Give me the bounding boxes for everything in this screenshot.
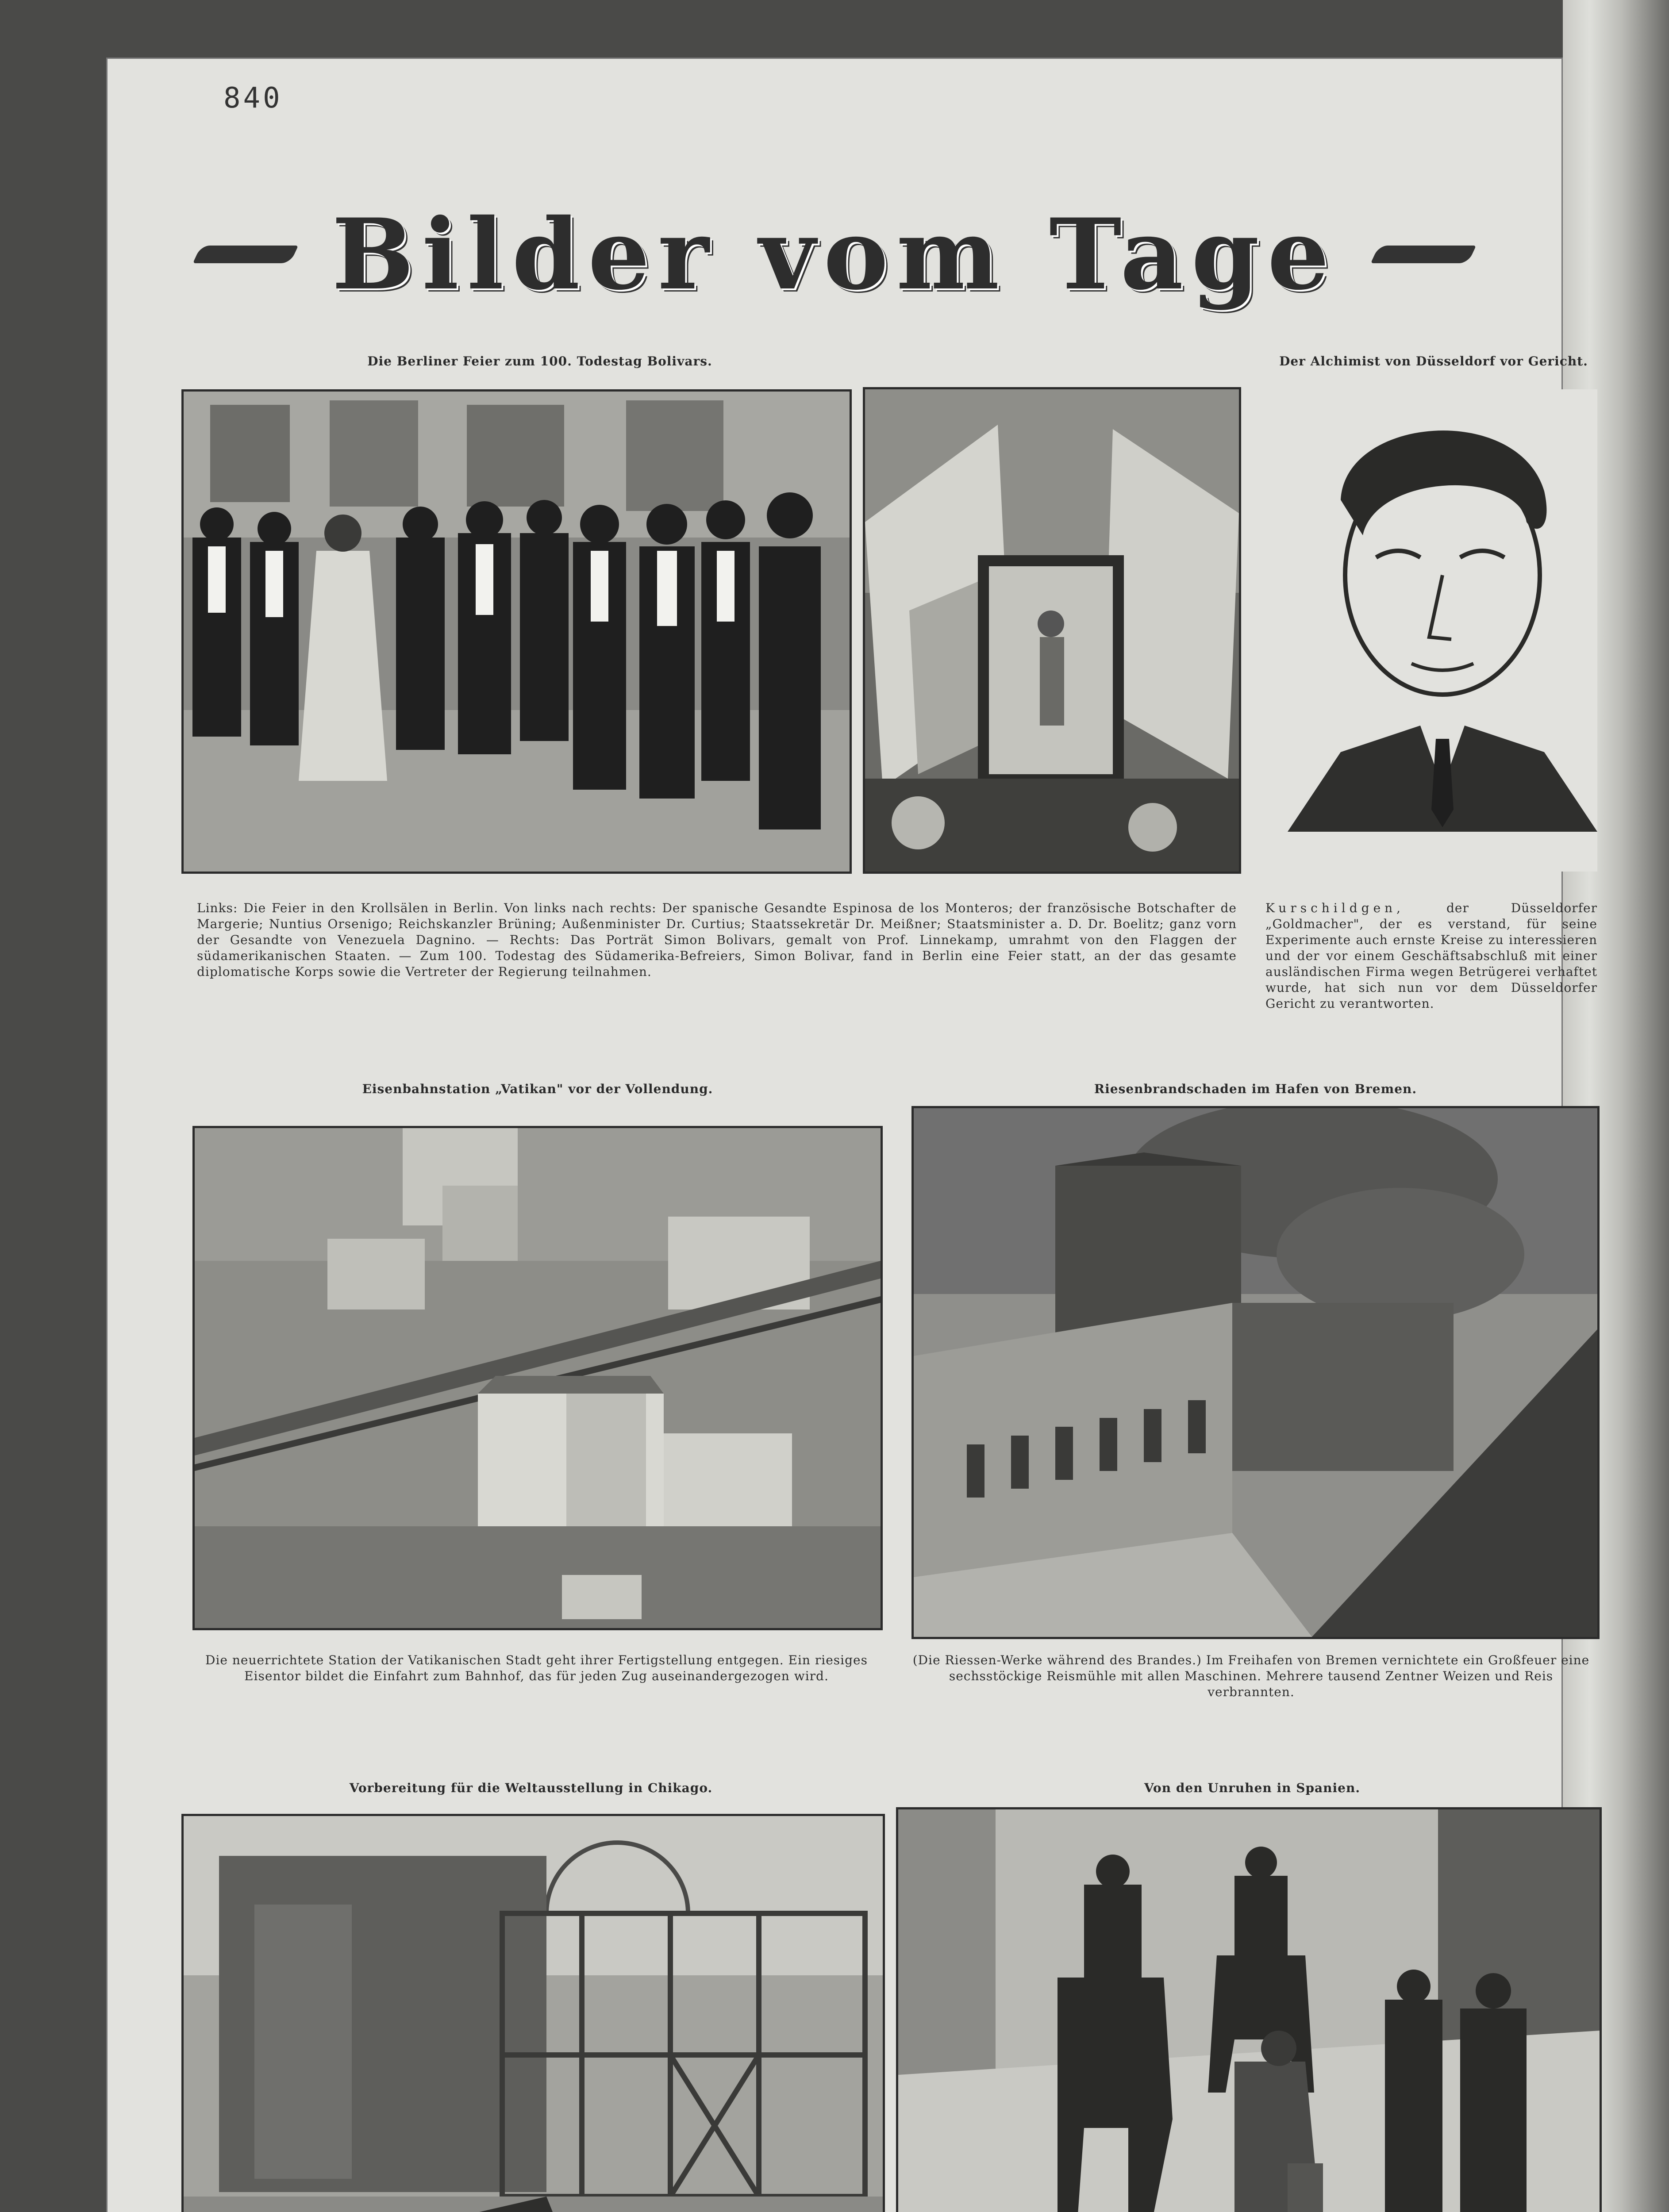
bolivar-heading: Die Berliner Feier zum 100. Todestag Bolivars. (367, 354, 712, 369)
alchimist-heading: Der Alchimist von Düsseldorf vor Gericht. (1279, 354, 1588, 369)
left-ornament (192, 246, 298, 263)
spanien-cavalry-photo (896, 1807, 1602, 2212)
bolivar-portrait-photo (863, 387, 1241, 874)
page-header (0, 197, 1669, 321)
bremen-caption: (Die Riessen-Werke während des Brandes.) Im Freihafen von Bremen vernichtete ein Großfeuer eine sechsstöckige Reismühle mit allen Maschinen. Mehrere tausend Zentner Weizen und Reis verbrannten. (912, 1653, 1590, 1699)
spanien-heading: Von den Unruhen in Spanien. (1144, 1781, 1361, 1795)
chikago-heading: Vorbereitung für die Weltausstellung in Chikago. (349, 1781, 713, 1795)
chikago-museum-photo (181, 1814, 885, 2212)
vatikan-caption: Die neuerrichtete Station der Vatikanischen Stadt geht ihrer Fertigstellung entgegen. Ein riesiges Eisentor bildet die Einfahrt zum Bahnhof, das für jeden Zug auseinandergezogen wird. (205, 1653, 868, 1683)
alchimist-caption (1265, 900, 1597, 1012)
alchimist-portrait-drawing (1288, 389, 1597, 872)
vatikan-station-photo (192, 1126, 883, 1630)
page-number: 840 (223, 82, 283, 115)
vatikan-heading: Eisenbahnstation „Vatikan" vor der Vollendung. (362, 1082, 713, 1096)
alchimist-caption-name: Kurschildgen, (1265, 901, 1405, 915)
alchimist-caption-text: der Düsseldorfer „Goldmacher", der es verstand, für seine Experimente auch ernste Kreise zu interessieren und der vor einem Geschäftsabschluß mit einer ausländischen Firma wegen Betrügerei verhaftet wurde, hat sich nun vor dem Düsseldorfer Gericht zu verantworten. (1265, 901, 1597, 1011)
right-ornament (1371, 246, 1477, 263)
bremen-fire-photo (911, 1106, 1600, 1639)
bolivar-ceremony-photo (181, 389, 852, 874)
bremen-heading: Riesenbrandschaden im Hafen von Bremen. (1094, 1082, 1417, 1096)
page-title: Bilder vom Tage (331, 197, 1338, 311)
bolivar-caption: Links: Die Feier in den Krollsälen in Berlin. Von links nach rechts: Der spanische Gesandte Espinosa de los Monteros; der französische Botschafter de Margerie; Nuntius Orsenigo; Reichskanzler Brüning; Außenminister Dr. Curtius; Staatssekretär Dr. Meißner; Staatsminister a. D. Dr. Boelitz; ganz vorn der Gesandte von Venezuela Dagnino. — Rechts: Das Porträt Simon Bolivars, gemalt von Prof. Linnekamp, umrahmt von den Flaggen der südamerikanischen Staaten. — Zum 100. Todestag des Südamerika-Befreiers, Simon Bolivar, fand in Berlin eine Feier statt, an der das gesamte diplomatische Korps sowie die Vertreter der Regierung teilnahmen. (197, 901, 1237, 979)
